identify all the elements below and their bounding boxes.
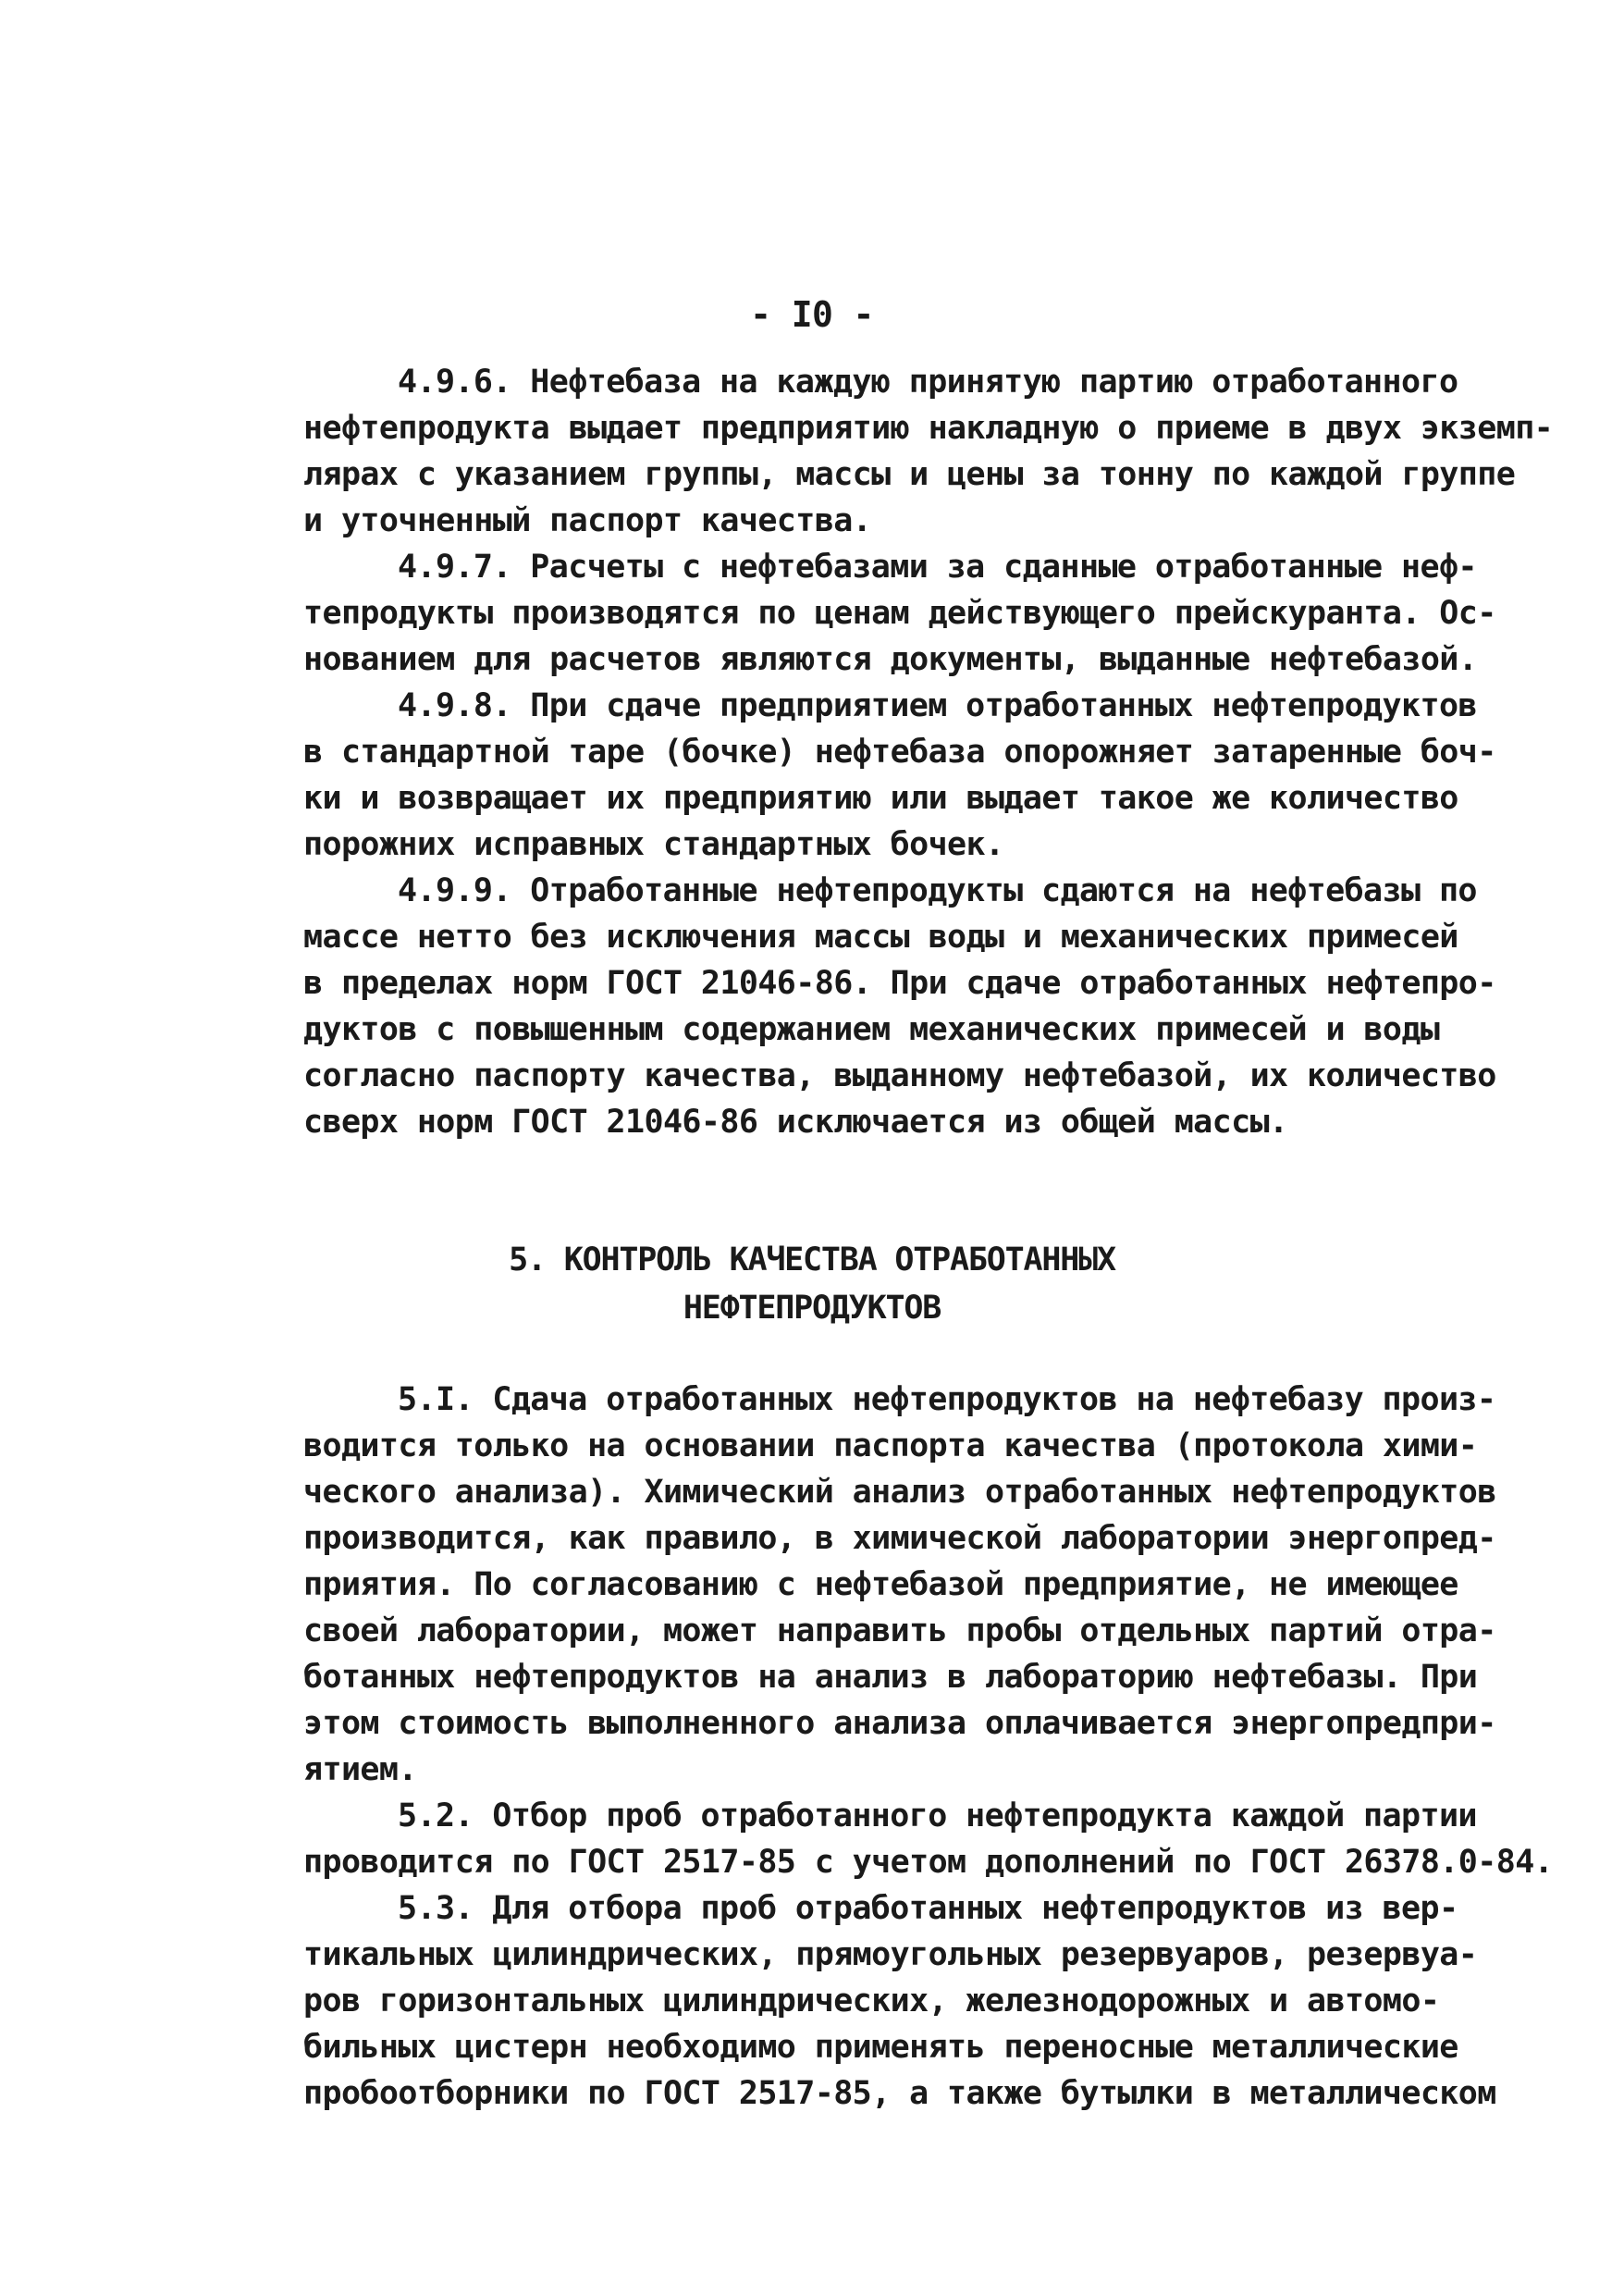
text-line: ки и возвращает их предприятию или выдает такое же количество (303, 780, 1458, 817)
text-line: своей лаборатории, может направить пробы отдельных партий отра- (303, 1612, 1496, 1649)
text-line: порожних исправных стандартных бочек. (303, 826, 1004, 863)
text-line: приятия. По согласованию с нефтебазой предприятие, не имеющее (303, 1566, 1458, 1603)
text-line: 4.9.7. Расчеты с нефтебазами за сданные отработанные неф- (398, 549, 1477, 586)
page-number: - I0 - (750, 294, 874, 335)
text-line: 5.I. Сдача отработанных нефтепродуктов на нефтебазу произ- (398, 1381, 1496, 1418)
text-line: тикальных цилиндрических, прямоугольных резервуаров, резервуа- (303, 1936, 1478, 1973)
text-line: 4.9.9. Отработанные нефтепродукты сдаются на нефтебазы по (398, 872, 1477, 909)
text-line: в пределах норм ГОСТ 21046-86. При сдаче отработанных нефтепро- (303, 965, 1496, 1002)
text-line: и уточненный паспорт качества. (303, 502, 872, 539)
text-line: тепродукты производятся по ценам действующего прейскуранта. Ос- (303, 595, 1496, 632)
text-line: ятием. (303, 1751, 417, 1788)
text-line: 5.3. Для отбора проб отработанных нефтепродуктов из вер- (398, 1890, 1458, 1927)
text-line: 4.9.6. Нефтебаза на каждую принятую партию отработанного (398, 364, 1458, 401)
text-line: ческого анализа). Химический анализ отработанных нефтепродуктов (303, 1474, 1496, 1511)
text-line: бильных цистерн необходимо применять переносные металлические (303, 2029, 1458, 2066)
text-line: лярах с указанием группы, массы и цены за тонну по каждой группе (303, 456, 1516, 493)
text-line: 4.9.8. При сдаче предприятием отработанных нефтепродуктов (398, 687, 1477, 724)
text-line: производится, как правило, в химической лаборатории энергопред- (303, 1520, 1496, 1557)
text-line: нефтепродукта выдает предприятию накладную о приеме в двух экземп- (303, 410, 1554, 447)
text-line: ботанных нефтепродуктов на анализ в лабораторию нефтебазы. При (303, 1659, 1478, 1696)
text-line: ров горизонтальных цилиндрических, железнодорожных и автомо- (303, 1982, 1440, 2019)
section-heading-line-1: 5. КОНТРОЛЬ КАЧЕСТВА ОТРАБОТАННЫХ (509, 1241, 1115, 1278)
text-line: 5.2. Отбор проб отработанного нефтепродукта каждой партии (398, 1797, 1477, 1834)
text-line: дуктов с повышенным содержанием механических примесей и воды (303, 1011, 1440, 1048)
text-line: нованием для расчетов являются документы, выданные нефтебазой. (303, 641, 1478, 678)
text-line: пробоотборники по ГОСТ 2517-85, а также бутылки в металлическом (303, 2075, 1496, 2112)
section-heading-line-2: НЕФТЕПРОДУКТОВ (683, 1290, 941, 1327)
text-line: в стандартной таре (бочке) нефтебаза опорожняет затаренные боч- (303, 734, 1496, 771)
text-line: сверх норм ГОСТ 21046-86 исключается из общей массы. (303, 1104, 1288, 1141)
text-line: массе нетто без исключения массы воды и механических примесей (303, 919, 1458, 956)
text-line: проводится по ГОСТ 2517-85 с учетом дополнений по ГОСТ 26378.0-84. (303, 1844, 1554, 1881)
text-line: согласно паспорту качества, выданному нефтебазой, их количество (303, 1057, 1496, 1094)
text-line: водится только на основании паспорта качества (протокола хими- (303, 1427, 1478, 1464)
text-line: этом стоимость выполненного анализа оплачивается энергопредпри- (303, 1705, 1496, 1742)
